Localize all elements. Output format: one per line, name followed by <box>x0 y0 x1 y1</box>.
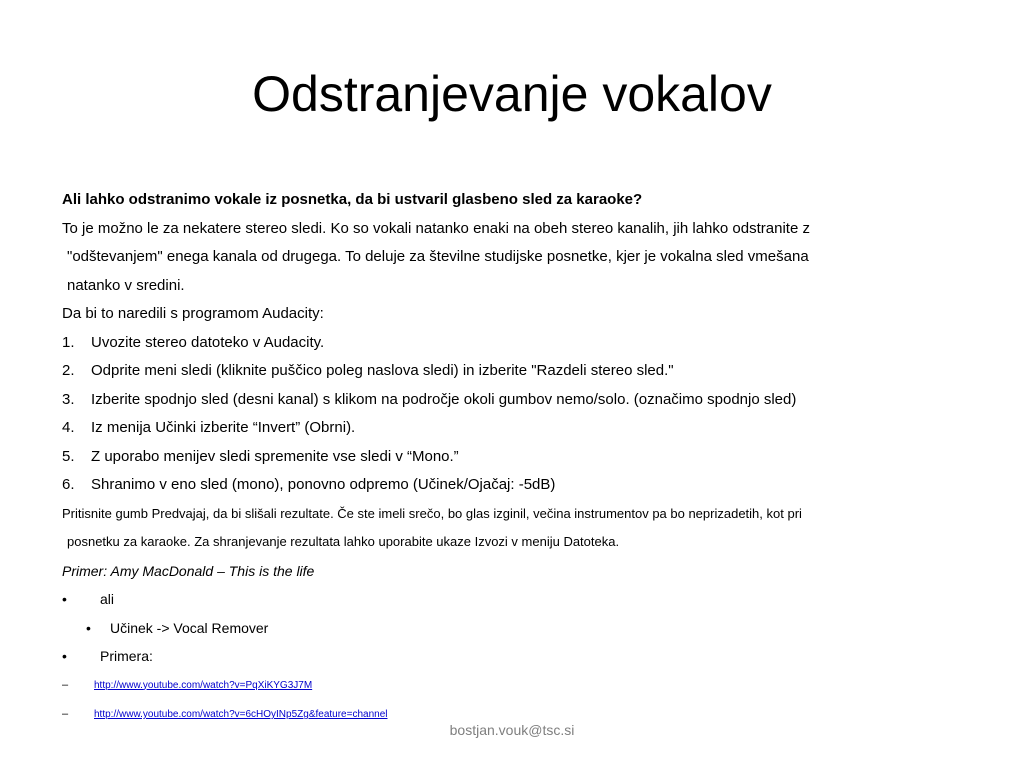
step-number: 6. <box>62 476 75 493</box>
step-number: 5. <box>62 447 75 465</box>
dash-icon: – <box>62 678 69 691</box>
step-item <box>62 357 972 386</box>
intro-line-2: "odštevanjem" enega kanala od drugega. To deluje za številne studijske posnetke, kjer je vokalna sled vmešana <box>67 248 809 265</box>
step-item <box>62 414 972 443</box>
step-number: 1. <box>62 333 75 351</box>
step-text: Odprite meni sledi (kliknite puščico poleg naslova sledi) in izberite "Razdeli stereo sled." <box>91 362 674 379</box>
bullet-icon: • <box>62 591 67 607</box>
step-item <box>62 471 972 500</box>
step-text: Uvozite stereo datoteko v Audacity. <box>91 333 325 351</box>
step-number: 2. <box>62 362 75 379</box>
intro-line-3: natanko v sredini. <box>67 276 185 294</box>
question-heading: Ali lahko odstranimo vokale iz posnetka, da bi ustvaril glasbeno sled za karaoke? <box>62 191 643 208</box>
step-text: Iz menija Učinki izberite “Invert” (Obrni). <box>91 419 356 436</box>
note-line-1: Pritisnite gumb Predvajaj, da bi slišali rezultate. Če ste imeli srečo, bo glas izginil, večina instrumentov pa bo neprizadetih, kot pri <box>62 505 802 521</box>
slide-title: Odstranjevanje vokalov <box>252 66 772 122</box>
dash-icon: – <box>62 708 69 720</box>
bullet-ali <box>62 585 972 614</box>
link-item <box>62 671 972 701</box>
step-text: Izberite spodnjo sled (desni kanal) s klikom na področje okoli gumbov nemo/solo. (označimo spodnjo sled) <box>91 390 797 408</box>
step-number: 3. <box>62 390 75 408</box>
step-text: Z uporabo menijev sledi spremenite vse sledi v “Mono.” <box>91 447 459 465</box>
note-line-2: posnetku za karaoke. Za shranjevanje rezultata lahko uporabite ukaze Izvozi v meniju Datoteka. <box>67 534 620 549</box>
step-item <box>62 329 972 358</box>
bullet-sub-item <box>62 614 972 643</box>
bullet-primera <box>62 642 972 671</box>
bullet-text: Učinek -> Vocal Remover <box>110 619 269 636</box>
step-number: 4. <box>62 419 75 436</box>
youtube-link-2[interactable]: http://www.youtube.com/watch?v=6cHOyINp5Zg&feature=channel <box>94 709 388 720</box>
youtube-link-1[interactable]: http://www.youtube.com/watch?v=PqXiKYG3J7M <box>94 679 313 691</box>
example-text: Primer: Amy MacDonald – This is the life <box>62 562 315 579</box>
intro-line-1: To je možno le za nekatere stereo sledi. Ko so vokali natanko enaki na obeh stereo kanalih, jih lahko odstranite z <box>62 219 810 237</box>
bullet-text: Primera: <box>100 648 153 664</box>
footer-email: bostjan.vouk@tsc.si <box>449 722 575 738</box>
steps-intro: Da bi to naredili s programom Audacity: <box>62 305 324 322</box>
step-item <box>62 443 972 472</box>
slide-body <box>62 186 972 730</box>
step-item <box>62 386 972 415</box>
bullet-text: ali <box>100 591 115 607</box>
bullet-icon: • <box>86 619 91 636</box>
bullet-icon: • <box>62 648 67 664</box>
step-text: Shranimo v eno sled (mono), ponovno odpremo (Učinek/Ojačaj: -5dB) <box>91 476 556 493</box>
